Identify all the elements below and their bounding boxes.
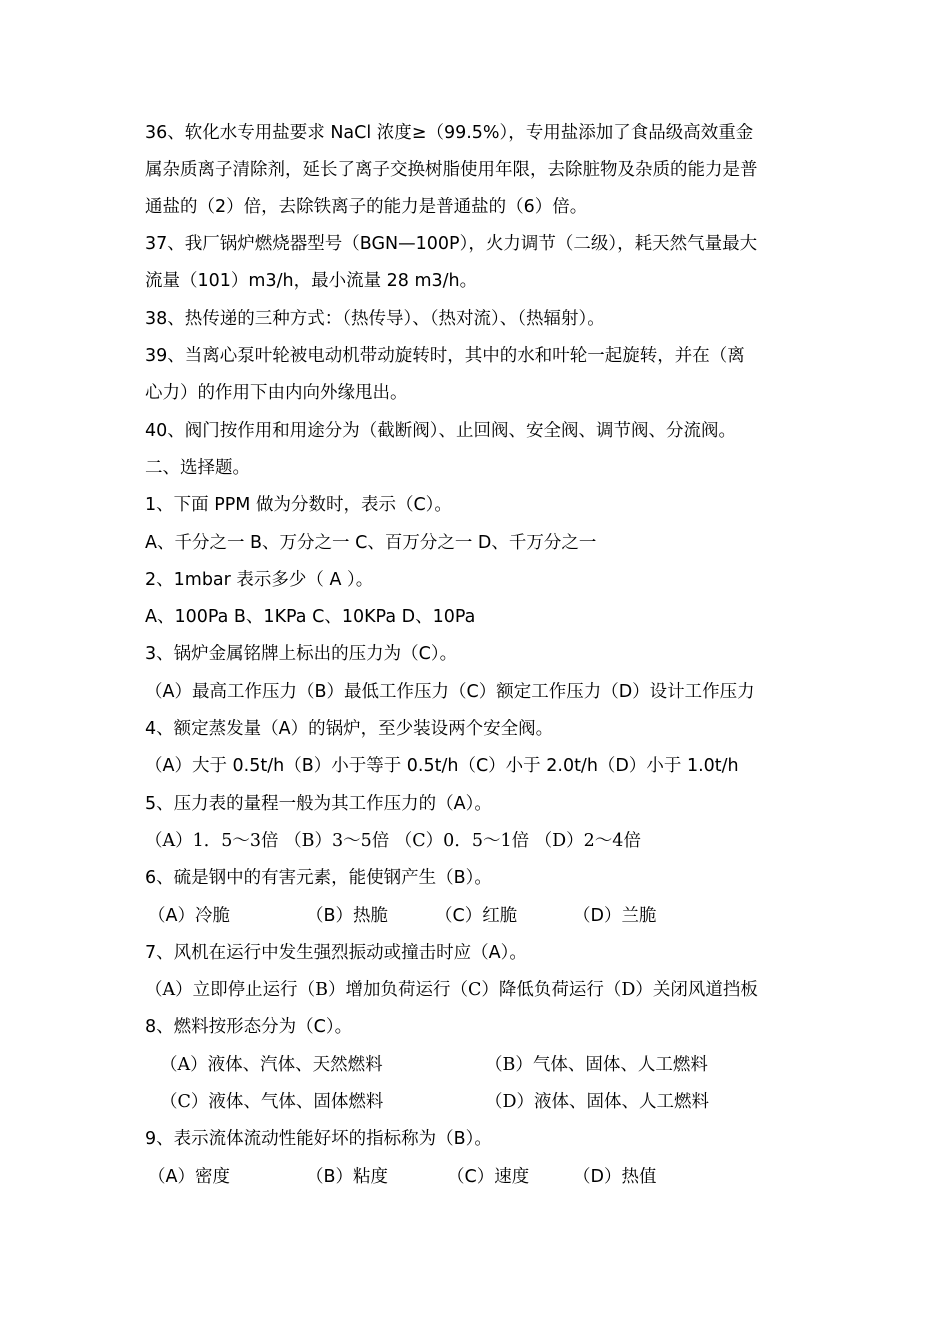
mc9-option-b: （B）粘度	[306, 1167, 389, 1187]
mc5-question: 5、压力表的量程一般为其工作压力的（A）。	[145, 794, 492, 814]
mc6-option-b: （B）热脆	[306, 906, 389, 926]
mc8-question: 8、燃料按形态分为（C）。	[145, 1017, 353, 1037]
q37-line-2: 流量（101）m3/h，最小流量 28 m3/h。	[145, 271, 478, 291]
q36-line-3: 通盐的（2）倍，去除铁离子的能力是普通盐的（6）倍。	[145, 197, 588, 217]
mc1-question: 1、下面 PPM 做为分数时，表示（C）。	[145, 495, 452, 515]
q39-line-1: 39、当离心泵叶轮被电动机带动旋转时，其中的水和叶轮一起旋转，并在（离	[145, 346, 745, 366]
q39-line-2: 心力）的作用下由内向外缘甩出。	[145, 383, 408, 403]
mc9-option-a: （A）密度	[148, 1167, 230, 1187]
mc5-options: （A）1．5～3倍 （B）3～5倍 （C）0．5～1倍 （D）2～4倍	[145, 831, 641, 851]
q37-line-1: 37、我厂锅炉燃烧器型号（BGN—100P），火力调节（二级），耗天然气量最大	[145, 234, 758, 254]
mc2-options: A、100Pa B、1KPa C、10KPa D、10Pa	[145, 607, 476, 627]
section-heading: 二、选择题。	[145, 458, 250, 478]
mc6-option-a: （A）冷脆	[148, 906, 230, 926]
mc9-question: 9、表示流体流动性能好坏的指标称为（B）。	[145, 1129, 492, 1149]
mc9-option-d: （D）热值	[573, 1167, 657, 1187]
mc6-option-c: （C）红脆	[435, 906, 518, 926]
mc4-options: （A）大于 0.5t/h（B）小于等于 0.5t/h（C）小于 2.0t/h（D）小于 1.0t/h	[145, 756, 739, 776]
mc8-option-b: （B）气体、固体、人工燃料	[485, 1055, 708, 1075]
q38-line: 38、热传递的三种方式：（热传导）、（热对流）、（热辐射）。	[145, 309, 605, 329]
mc9-option-c: （C）速度	[447, 1167, 530, 1187]
q40-line: 40、阀门按作用和用途分为（截断阀）、止回阀、安全阀、调节阀、分流阀。	[145, 421, 737, 441]
mc3-options: （A）最高工作压力（B）最低工作压力（C）额定工作压力（D）设计工作压力	[145, 682, 755, 702]
mc7-question: 7、风机在运行中发生强烈振动或撞击时应（A）。	[145, 943, 527, 963]
q36-line-2: 属杂质离子清除剂，延长了离子交换树脂使用年限，去除脏物及杂质的能力是普	[145, 160, 758, 180]
mc2-question: 2、1mbar 表示多少（ A ）。	[145, 570, 374, 590]
mc8-option-c: （C）液体、气体、固体燃料	[160, 1092, 384, 1112]
mc7-options: （A）立即停止运行（B）增加负荷运行（C）降低负荷运行（D）关闭风道挡板	[145, 980, 758, 1000]
mc8-option-a: （A）液体、汽体、天然燃料	[160, 1055, 383, 1075]
mc4-question: 4、额定蒸发量（A）的锅炉，至少装设两个安全阀。	[145, 719, 554, 739]
mc6-question: 6、硫是钢中的有害元素，能使钢产生（B）。	[145, 868, 492, 888]
q36-line-1: 36、软化水专用盐要求 NaCl 浓度≥（99.5%），专用盐添加了食品级高效重金	[145, 123, 754, 143]
mc8-option-d: （D）液体、固体、人工燃料	[485, 1092, 710, 1112]
mc6-option-d: （D）兰脆	[573, 906, 657, 926]
mc1-options: A、千分之一 B、万分之一 C、百万分之一 D、千万分之一	[145, 533, 597, 553]
mc3-question: 3、锅炉金属铭牌上标出的压力为（C）。	[145, 644, 458, 664]
